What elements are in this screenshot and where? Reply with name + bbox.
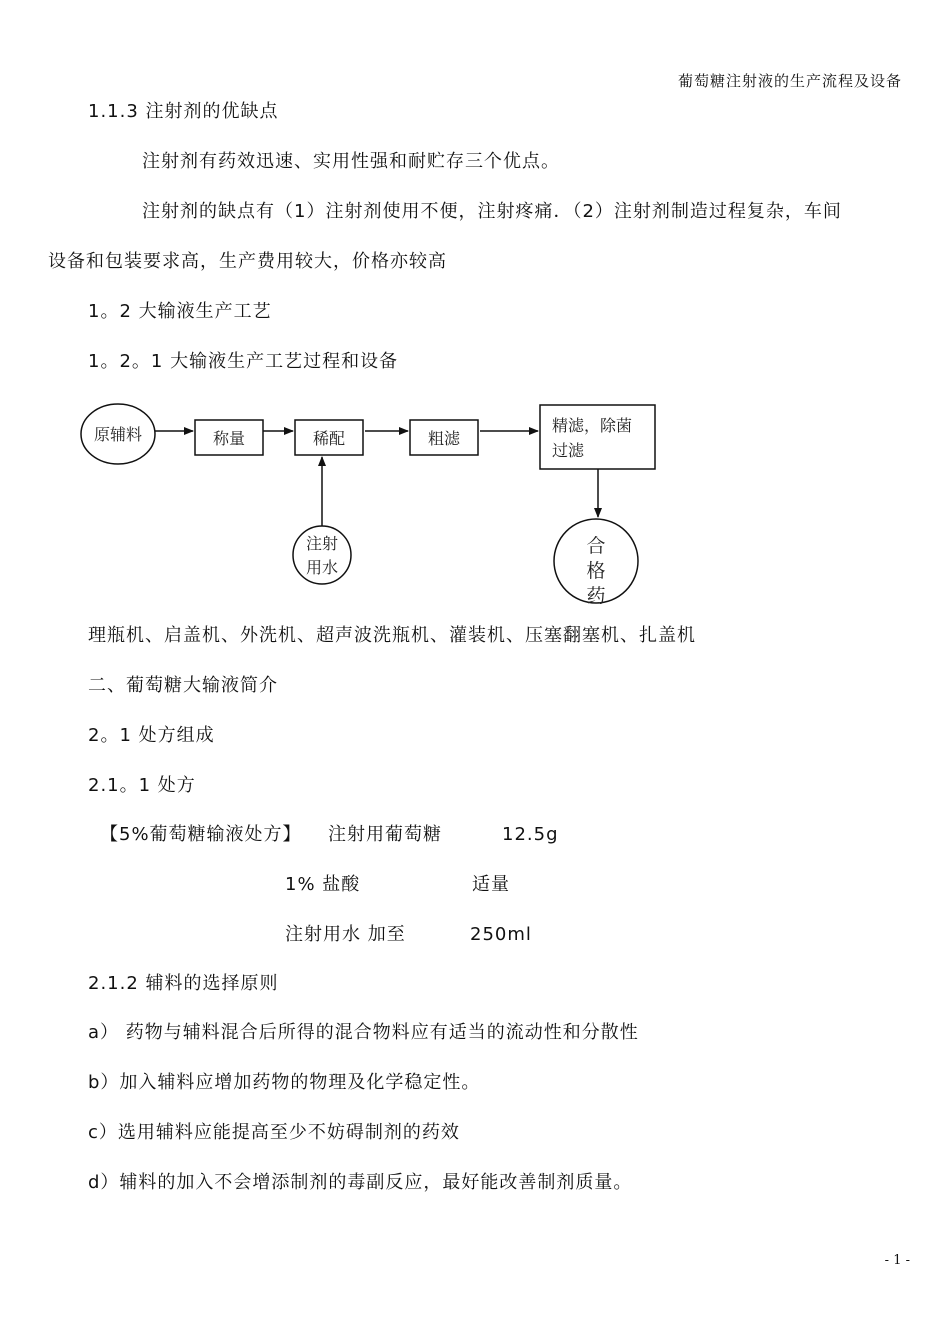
dilute-label: 稀配 — [312, 429, 346, 448]
equipment-list: 理瓶机、启盖机、外洗机、超声波洗瓶机、灌装机、压塞翻塞机、扎盖机 — [88, 625, 696, 646]
prescription-row-1-amount: 12.5g — [502, 824, 559, 845]
section-heading-1-1-3: 1.1.3 注射剂的优缺点 — [88, 101, 279, 122]
prescription-row-1-name: 注射用葡萄糖 — [328, 824, 442, 845]
disadvantages-line-2: 设备和包装要求高，生产费用较大，价格亦较高 — [48, 251, 447, 272]
product-label-line-3: 药 — [586, 585, 606, 607]
section-heading-1-2-1: 1。2。1 大输液生产工艺过程和设备 — [88, 351, 399, 372]
fine-filter-label-line-1: 精滤，除菌 — [552, 416, 633, 435]
weigh-label: 称量 — [212, 429, 246, 448]
prescription-row-3-name: 注射用水 加至 — [285, 924, 406, 945]
disadvantages-line-1: 注射剂的缺点有（1）注射剂使用不便，注射疼痛．（2）注射剂制造过程复杂，车间 — [142, 201, 842, 222]
section-heading-1-2: 1。2 大输液生产工艺 — [88, 301, 272, 322]
product-label-line-2: 格 — [586, 560, 606, 582]
section-heading-2-1-1: 2.1。1 处方 — [88, 775, 196, 796]
prescription-title: 【5%葡萄糖输液处方】 — [100, 824, 302, 845]
product-label-line-1: 合 — [586, 535, 606, 557]
page-number: - 1 - — [884, 1253, 910, 1268]
prescription-row-3-amount: 250ml — [470, 924, 532, 945]
coarse-filter-label: 粗滤 — [427, 429, 461, 448]
prescription-row-2-name: 1% 盐酸 — [285, 874, 361, 895]
section-heading-2-1: 2。1 处方组成 — [88, 725, 215, 746]
section-heading-2: 二、葡萄糖大输液简介 — [88, 675, 278, 696]
running-header: 葡萄糖注射液的生产流程及设备 — [677, 72, 902, 90]
principle-item: a） 药物与辅料混合后所得的混合物料应有适当的流动性和分散性 — [88, 1022, 639, 1043]
principle-item: b）加入辅料应增加药物的物理及化学稳定性。 — [88, 1072, 481, 1093]
water-label-line-2: 用水 — [305, 558, 339, 577]
principle-item: d）辅料的加入不会增添制剂的毒副反应，最好能改善制剂质量。 — [88, 1172, 633, 1193]
fine-filter-label-line-2: 过滤 — [552, 441, 585, 460]
principle-item: c）选用辅料应能提高至少不妨碍制剂的药效 — [88, 1122, 460, 1143]
water-label-line-1: 注射 — [305, 534, 339, 553]
process-flow-diagram — [0, 0, 950, 620]
prescription-row-2-amount: 适量 — [472, 874, 510, 895]
advantages-paragraph: 注射剂有药效迅速、实用性强和耐贮存三个优点。 — [142, 151, 560, 172]
raw-material-label: 原辅料 — [93, 425, 143, 444]
section-heading-2-1-2: 2.1.2 辅料的选择原则 — [88, 973, 279, 994]
